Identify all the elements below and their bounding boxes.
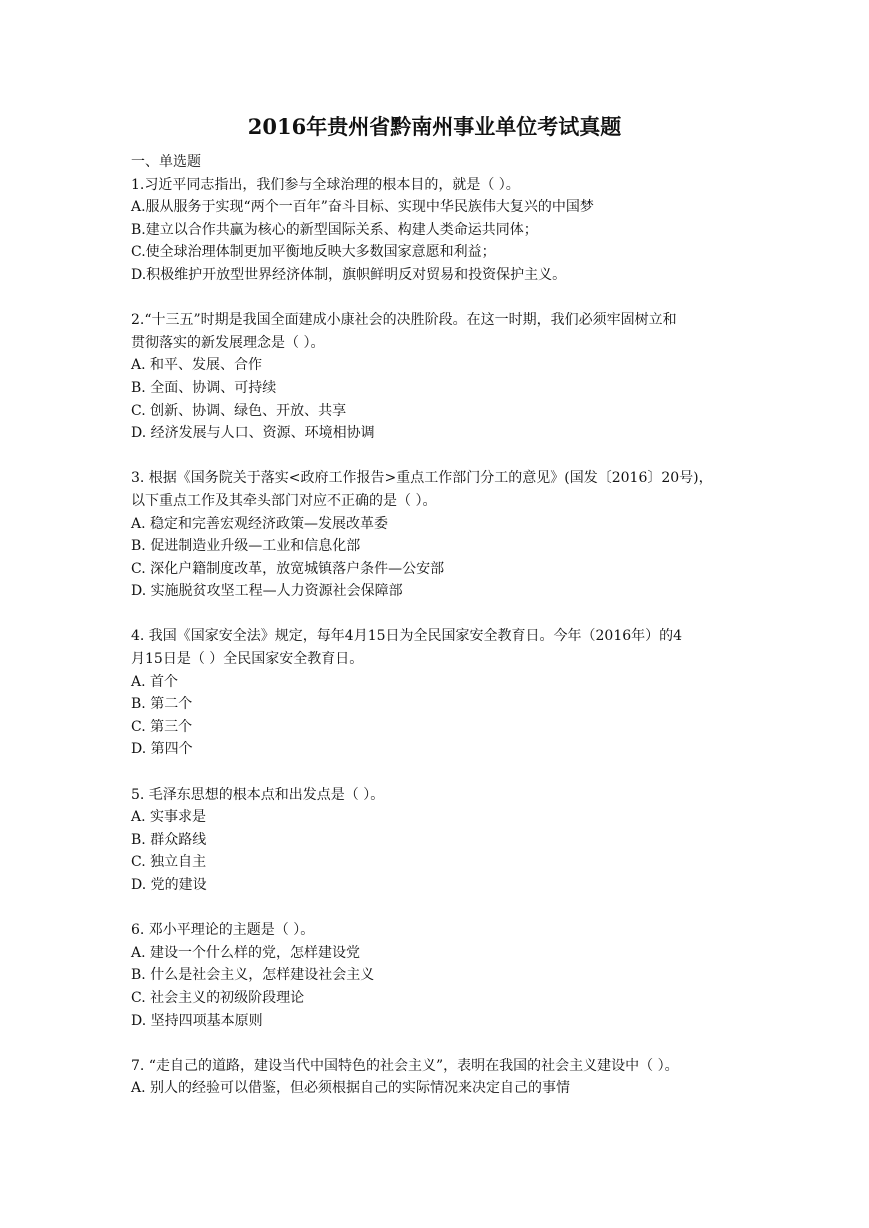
question-stem: 2.“十三五”时期是我国全面建成小康社会的决胜阶段。在这一时期，我们必须牢固树立和 [131,312,677,329]
option-a: A. 别人的经验可以借鉴，但必须根据自己的实际情况来决定自己的事情 [131,1080,571,1097]
question-4 [131,625,751,761]
option-d: D. 实施脱贫攻坚工程—人力资源社会保障部 [131,583,403,600]
question-stem-continued: 贯彻落实的新发展理念是（ ）。 [131,334,325,351]
question-stem: 5. 毛泽东思想的根本点和出发点是（ ）。 [131,786,385,803]
question-list [131,151,751,1123]
option-c: C.使全球治理体制更加平衡地反映大多数国家意愿和利益； [131,244,496,261]
question-2 [131,309,751,445]
option-a: A. 建设一个什么样的党，怎样建设党 [131,944,361,961]
option-a: A. 实事求是 [131,809,207,826]
question-stem: 4. 我国《国家安全法》规定，每年4月15日为全民国家安全教育日。今年（2016年）的4 [131,628,683,645]
option-d: D. 第四个 [131,741,193,758]
option-a: A. 和平、发展、合作 [131,357,263,374]
option-d: D.积极维护开放型世界经济体制，旗帜鲜明反对贸易和投资保护主义。 [131,266,567,283]
question-stem: 3. 根据《国务院关于落实<政府工作报告>重点工作部门分工的意见》(国发〔2016〕20号)， [131,470,713,487]
question-stem: 1.习近平同志指出，我们参与全球治理的根本目的，就是（ ）。 [131,176,520,193]
question-stem-continued: 以下重点工作及其牵头部门对应不正确的是（ ）。 [131,492,437,509]
option-c: C. 深化户籍制度改革，放宽城镇落户条件—公安部 [131,560,445,577]
question-6 [131,919,751,1032]
section-heading: 一、单选题 [131,154,201,170]
option-c: C. 创新、协调、绿色、开放、共享 [131,402,347,419]
option-d: D. 坚持四项基本原则 [131,1012,263,1029]
question-stem: 6. 邓小平理论的主题是（ ）。 [131,922,315,939]
option-a: A. 首个 [131,673,179,690]
question-1 [131,174,751,287]
option-c: C. 第三个 [131,718,193,735]
option-c: C. 社会主义的初级阶段理论 [131,989,305,1006]
option-a: A.服从服务于实现“两个一百年”奋斗目标、实现中华民族伟大复兴的中国梦 [131,199,594,216]
option-d: D. 经济发展与人口、资源、环境相协调 [131,425,375,442]
question-stem: 7. “走自己的道路，建设当代中国特色的社会主义”，表明在我国的社会主义建设中（ ）。 [131,1057,679,1074]
option-b: B. 促进制造业升级—工业和信息化部 [131,538,361,555]
option-c: C. 独立自主 [131,854,207,871]
question-stem-continued: 月15日是（ ）全民国家安全教育日。 [131,651,364,668]
option-b: B. 第二个 [131,696,193,713]
option-b: B. 什么是社会主义，怎样建设社会主义 [131,967,375,984]
option-a: A. 稳定和完善宏观经济政策—发展改革委 [131,515,389,532]
option-b: B. 全面、协调、可持续 [131,379,277,396]
question-3 [131,467,751,603]
option-b: B. 群众路线 [131,831,207,848]
question-5 [131,784,751,897]
option-d: D. 党的建设 [131,877,207,893]
question-7 [131,1055,751,1100]
document-title: 2016年贵州省黔南州事业单位考试真题 [247,114,622,139]
option-b: B.建立以合作共赢为核心的新型国际关系、构建人类命运共同体； [131,221,538,238]
